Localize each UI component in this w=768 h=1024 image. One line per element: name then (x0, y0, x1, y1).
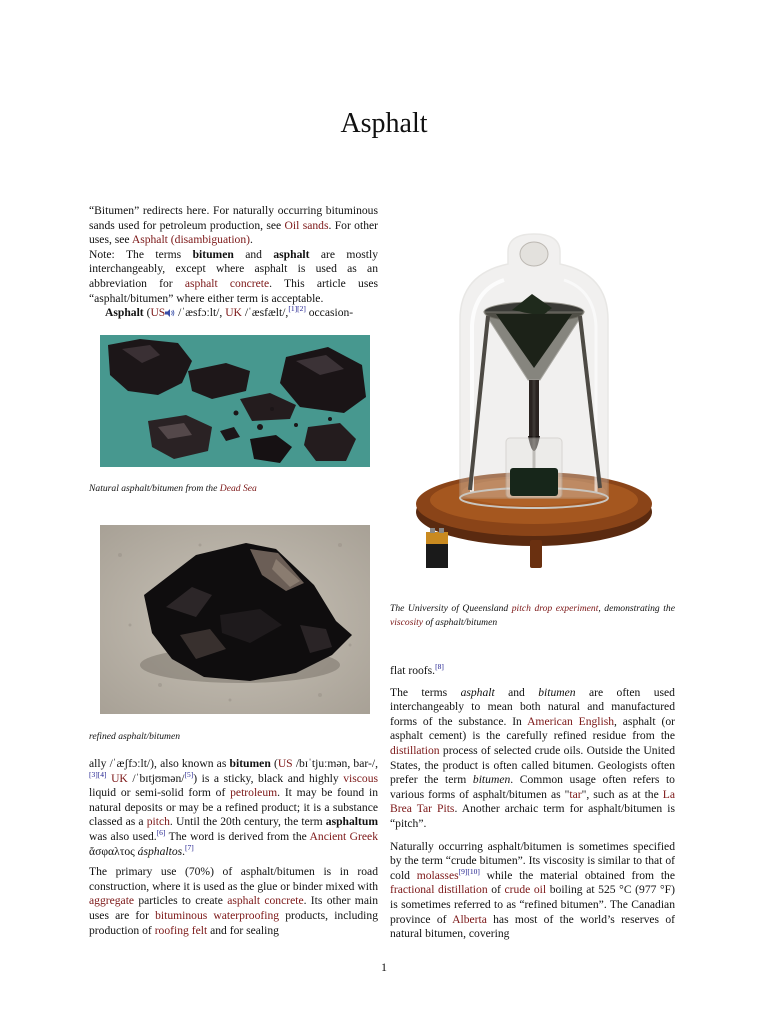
citation-6[interactable]: [6] (156, 828, 166, 838)
right-column (390, 664, 675, 942)
link-asphalt-concrete[interactable]: asphalt concrete (184, 276, 270, 290)
link-bituminous-waterproofing[interactable]: bituminous waterproofing (155, 908, 280, 922)
link-la-brea-tar-pits[interactable]: La Brea Tar Pits (390, 787, 675, 816)
pitch-drop-image (412, 230, 656, 572)
left-column (89, 204, 378, 321)
link-distillation[interactable]: distillation (390, 743, 440, 757)
flat-roofs-line: flat roofs.[8] (390, 662, 444, 677)
citation-8[interactable]: [8] (435, 662, 444, 672)
link-asphalt-disambiguation[interactable]: Asphalt (disambiguation) (131, 233, 251, 247)
link-american-english[interactable]: American English (527, 714, 615, 728)
refined-asphalt-image (100, 525, 370, 714)
link-crude-oil[interactable]: crude oil (504, 883, 547, 897)
link-dead-sea[interactable]: Dead Sea (219, 483, 257, 494)
link-pitch-drop-experiment[interactable]: pitch drop experiment (511, 603, 599, 614)
link-pitch[interactable]: pitch (146, 815, 170, 829)
link-aggregate[interactable]: aggregate (89, 894, 135, 908)
speaker-icon[interactable] (165, 309, 175, 317)
citation-7[interactable]: [7] (185, 842, 194, 852)
hatnote: “Bitumen” redirects here. For naturally occurring bituminous sands used for petroleum production, see Oil sands. For other uses, see Asphalt (disambiguation). (89, 204, 379, 247)
citation-9-10[interactable]: [9][10] (458, 866, 480, 876)
citation-5[interactable]: [5] (184, 769, 194, 779)
citation-1-2[interactable]: [1][2] (288, 304, 306, 314)
page-number: 1 (381, 960, 387, 974)
dead-sea-caption: Natural asphalt/bitumen from the Dead Sea (89, 483, 257, 494)
dead-sea-asphalt-image (100, 335, 370, 467)
link-alberta[interactable]: Alberta (452, 912, 487, 926)
link-molasses[interactable]: molasses (416, 868, 459, 882)
link-ancient-greek[interactable]: Ancient Greek (309, 829, 378, 843)
link-viscous[interactable]: viscous (343, 771, 378, 785)
link-us[interactable]: US (150, 306, 166, 320)
pitch-drop-caption: The University of Queensland pitch drop experiment, demonstrating the viscosity of asphalt/bitumen (390, 603, 675, 628)
link-roofing-felt[interactable]: roofing felt (154, 923, 208, 937)
link-asphalt-concrete-2[interactable]: asphalt concrete (227, 894, 304, 908)
link-uk-2[interactable]: UK (111, 771, 128, 785)
link-us-2[interactable]: US (277, 757, 293, 770)
natural-paragraph: Naturally occurring asphalt/bitumen is sometimes specified by the term “crude bitumen”. Its viscosity is similar to that of cold molasses[9][10] while the material obtained from the fractional distillation of crude oil boiling at 525 °C (977 °F) is sometimes referred to as “refined bitumen”. The Canadian province of Alberta has most of the world’s reserves of natural bitumen, covering (390, 839, 675, 941)
left-column-lower (89, 757, 378, 938)
link-viscosity[interactable]: viscosity (390, 617, 424, 628)
link-tar[interactable]: tar (569, 787, 582, 801)
page-title: Asphalt (340, 108, 428, 139)
citation-3-4[interactable]: [3][4] (89, 769, 107, 779)
link-uk[interactable]: UK (225, 306, 242, 320)
terms-note: Note: The terms bitumen and asphalt are mostly interchangeably, except where asphalt is used as an abbreviation for asphalt concrete. This article uses “asphalt/bitumen” where either term is acceptable. (89, 247, 378, 305)
link-fractional-distillation[interactable]: fractional distillation (390, 883, 488, 897)
link-petroleum[interactable]: petroleum (230, 786, 278, 800)
primary-use-paragraph: The primary use (70%) of asphalt/bitumen is in road construction, where it is used as the glue or binder mixed with aggregate particles to create asphalt concrete. Its other main uses are for bituminous waterproofing products, including production of roofing felt and for sealing (89, 865, 378, 937)
lead-paragraph: Asphalt (US /ˈæsfɔːlt/, UK /ˈæsfælt/,[1][2] occasion- (105, 304, 354, 320)
link-oil-sands[interactable]: Oil sands (284, 218, 329, 232)
terms-paragraph: The terms asphalt and bitumen are often used interchangeably to mean both natural and manufactured forms of the substance. In American English, asphalt (or asphalt cement) is the carefully refined residue from the distillation process of selected crude oils. Outside the United States, the product is often called bitumen. Geologists often prefer the term bitumen. Common usage often refers to various forms of asphalt/bitumen as "tar", such as at the La Brea Tar Pits. Another archaic term for asphalt/bitumen is “pitch”. (390, 685, 675, 830)
refined-caption: refined asphalt/bitumen (89, 731, 181, 742)
definition-paragraph: ally /ˈæʃfɔːlt/), also known as bitumen (US /bɪˈtjuːmən, bar-/,[3][4] UK /ˈbɪtjʊmən/[5]) is a sticky, black and highly viscous liquid or semi-solid form of petroleum. It may be found in natural deposits or may be a refined product; it is a substance classed as a pitch. Until the 20th century, the term asphaltum was also used.[6] The word is derived from the Ancient Greek ἄσφαλτος ásphaltos.[7] (89, 757, 378, 858)
